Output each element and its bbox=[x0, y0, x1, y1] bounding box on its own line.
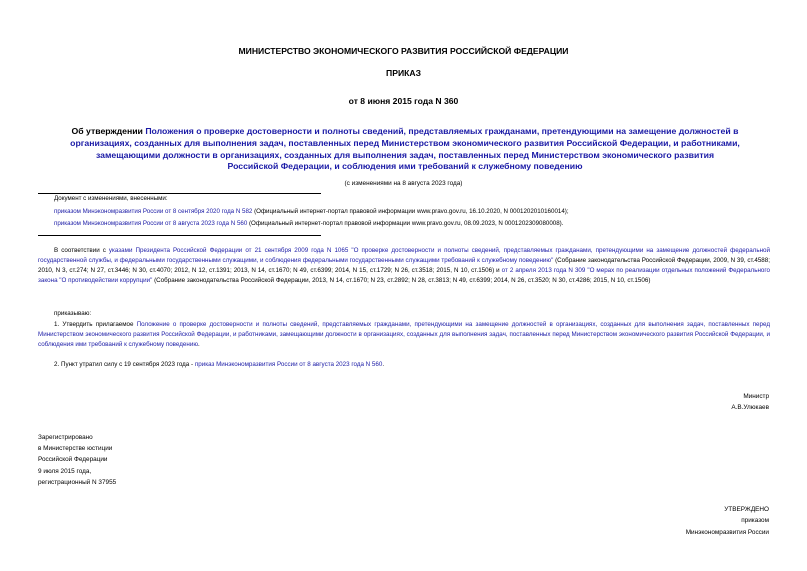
title-regulation-link[interactable]: Положения о проверке достоверности и полноты сведений, представляемых гражданами, претендующими на замещение должностей в организациях, созданных для выполнения задач, поставленных перед Министерством экономического развития Российской Федерации, и работниками, замещающими должности в организациях, созданных для выполнения задач, поставленных перед Министерством экономического развития Российской Федерации, и соблюдения ими требований к служебному поведению bbox=[70, 126, 740, 172]
change-order-source-2: (Официальный интернет-портал правовой информации www.pravo.gov.ru, 08.09.2023, N 0001202309080008). bbox=[247, 220, 564, 228]
signature-block bbox=[731, 392, 769, 413]
point-2-end: . bbox=[382, 361, 385, 368]
preamble-text-1: В соответствии с bbox=[54, 247, 109, 254]
approved-block bbox=[686, 504, 769, 538]
amendment-note: (с изменениями на 8 августа 2023 года) bbox=[344, 180, 463, 187]
change-order-source-1: (Официальный интернет-портал правовой информации www.pravo.gov.ru, 16.10.2020, N 0001202010160014); bbox=[252, 207, 569, 215]
approved-line: приказом bbox=[741, 517, 769, 525]
divider-bottom bbox=[38, 235, 321, 236]
order-word: приказываю: bbox=[54, 310, 92, 317]
document-date-number: от 8 июня 2015 года N 360 bbox=[348, 96, 459, 106]
ministry-heading: МИНИСТЕРСТВО ЭКОНОМИЧЕСКОГО РАЗВИТИЯ РОССИЙСКОЙ ФЕДЕРАЦИИ bbox=[238, 46, 569, 56]
registration-block bbox=[38, 432, 116, 488]
changes-block bbox=[54, 194, 774, 229]
preamble-text-2: (Собрание законодательства Российской Федерации, 2009, N 39, ст.4588; 2010, N 3, ст.274; N 27, ст.3446; N 30, ст.4070; 2012, N 12, ст.1391; 2013, N 14, ст.1670; N 49, ст.6399; 2014, N 15, ст.1729; N 26, ст.3518; 2015, N 10, ст.1506) и bbox=[38, 256, 770, 274]
point-2-paragraph bbox=[38, 360, 770, 370]
point-1-end: . bbox=[198, 340, 200, 348]
point-1-text: 1. Утвердить прилагаемое bbox=[54, 321, 137, 328]
document-type: ПРИКАЗ bbox=[386, 68, 421, 78]
changes-item bbox=[54, 207, 774, 217]
preamble-decree-309-link[interactable]: от 2 апреля 2013 года N 309 "О мерах по реализации отдельных положений Федерального закона "О противодействии коррупции" bbox=[38, 266, 770, 284]
changes-item bbox=[54, 219, 774, 229]
point-1-regulation-link[interactable]: Положение о проверке достоверности и полноты сведений, представляемых гражданами, претендующими на замещение должностей в организациях, созданных для выполнения задач, поставленных перед Министерством экономического развития Российской Федерации, и работниками, замещающими должности в организациях, созданных для выполнения задач, поставленных перед Министерством экономического развития Российской Федерации, и соблюдения ими требований к служебному поведению bbox=[38, 321, 770, 348]
approved-line: УТВЕРЖДЕНО bbox=[724, 506, 769, 513]
point-1-paragraph bbox=[38, 320, 770, 350]
approved-line: Минэкономразвития России bbox=[685, 528, 769, 536]
point-2-text: 2. Пункт утратил силу с 19 сентября 2023 года - bbox=[54, 361, 195, 368]
registration-line: в Министерстве юстиции bbox=[38, 445, 113, 453]
registration-line: регистрационный N 37955 bbox=[38, 478, 117, 486]
preamble-decree-link[interactable]: указами Президента Российской Федерации от 21 сентября 2009 года N 1065 "О проверке достоверности и полноты сведений, представляемых гражданами, претендующими на замещение должностей федеральной государственной службы, и федеральными государственными служащими, и соблюдения федеральными государственными служащими требований к служебному поведению" bbox=[38, 247, 770, 264]
changes-intro: Документ с изменениями, внесенными: bbox=[54, 195, 168, 202]
preamble-text-3: (Собрание законодательства Российской Федерации, 2013, N 14, ст.1670; N 23, ст.2892; N 28, ст.3813; N 49, ст.6399; 2014, N 26, ст.3520; N 30, ст.4286; 2015, N 10, ст.1506) bbox=[152, 276, 651, 284]
signature-position: Министр bbox=[743, 393, 769, 400]
signature-name: А.В.Улюкаев bbox=[731, 403, 769, 411]
point-2-order-link[interactable]: приказ Минэкономразвития России от 8 августа 2023 года N 560 bbox=[194, 361, 383, 368]
registration-line: Российской Федерации bbox=[38, 456, 108, 464]
preamble-paragraph bbox=[38, 246, 770, 286]
registration-line: Зарегистрировано bbox=[38, 434, 93, 441]
document-title bbox=[70, 126, 740, 173]
title-prefix: Об утверждении bbox=[71, 126, 146, 136]
change-order-link-2[interactable]: приказом Минэкономразвития России от 8 августа 2023 года N 560 bbox=[54, 220, 248, 228]
change-order-link-1[interactable]: приказом Минэкономразвития России от 8 сентября 2020 года N 582 bbox=[54, 207, 253, 215]
registration-line: 9 июля 2015 года, bbox=[38, 467, 92, 475]
